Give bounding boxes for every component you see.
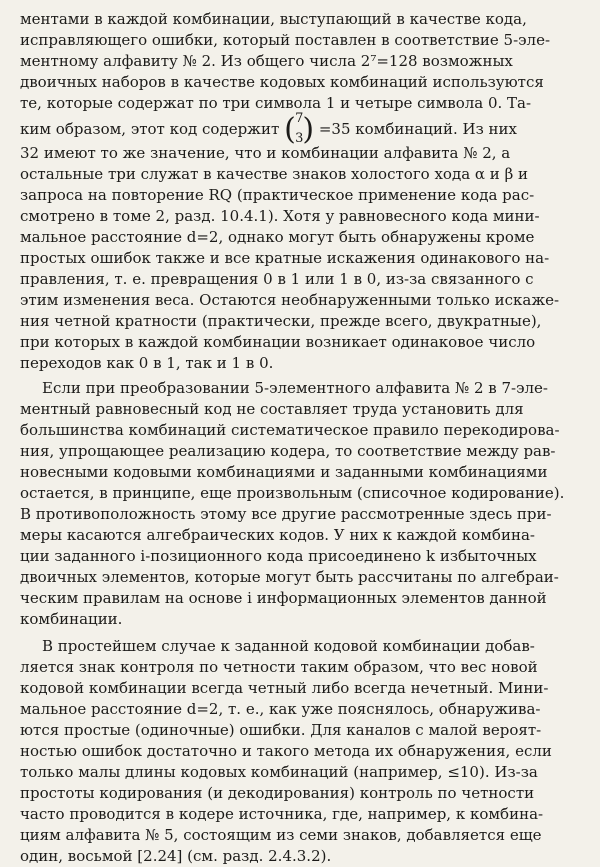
text-line: новесными кодовыми комбинациями и заданными комбинациями [20,463,548,481]
text-line: двоичных элементов, которые могут быть рассчитаны по алгебраи- [20,568,559,586]
text-line: В простейшем случае к заданной кодовой комбинации добав- [42,637,535,655]
text-line: те, которые содержат по три символа 1 и четыре символа 0. Та- [20,94,532,112]
text-line: правления, т. е. превращения 0 в 1 или 1 в 0, из-за связанного с [20,270,534,288]
text-line: исправляющего ошибки, который поставлен в соответствие 5-эле- [20,31,551,49]
text-line: этим изменения веса. Остаются необнаруженными только искаже- [20,291,560,309]
text-line: ментному алфавиту № 2. Из общего числа 2⁷=128 возможных [20,52,513,70]
text-line: остается, в принципе, еще произвольным (списочное кодирование). [20,484,565,502]
right-paren: ) [302,112,315,147]
text-line: мальное расстояние d=2, однако могут быть обнаружены кроме [20,228,535,246]
text-line: простых ошибок также и все кратные искажения одинакового на- [20,249,550,267]
text-line: один, восьмой [2.24] (см. разд. 2.4.3.2). [20,847,332,865]
text-line: 32 имеют то же значение, что и комбинации алфавита № 2, а [20,144,511,162]
binomial-k: 3 [295,131,304,146]
text-line: ции заданного i-позиционного кода присоединено k избыточных [20,547,537,565]
text-line: ментами в каждой комбинации, выступающий в качестве кода, [20,10,527,28]
text-line: В противоположность этому все другие рассмотренные здесь при- [20,505,552,523]
binomial-n: 7 [295,111,304,126]
text-line: двоичных наборов в качестве кодовых комбинаций используются [20,73,544,91]
text-line: только малы длины кодовых комбинаций (например, ≤10). Из-за [20,763,538,781]
text-line: ния, упрощающее реализацию кодера, то соответствие между рав- [20,442,556,460]
left-paren: ( [284,112,296,147]
text-line: Если при преобразовании 5-элементного алфавита № 2 в 7-эле- [42,379,548,397]
text-fragment: =35 комбинаций. Из них [318,120,517,138]
text-line: большинства комбинаций систематическое правило перекодирова- [20,421,560,439]
text-line: ментный равновесный код не составляет труда установить для [20,400,524,418]
text-line: ностью ошибок достаточно и такого метода их обнаружения, если [20,742,552,760]
text-line: при которых в каждой комбинации возникает одинаковое число [20,333,536,351]
text-line: ются простые (одиночные) ошибки. Для каналов с малой вероят- [20,721,542,739]
text-line-with-binomial [0,111,600,147]
text-line: ляется знак контроля по четности таким образом, что вес новой [20,658,538,676]
text-line: ния четной кратности (практически, прежде всего, двукратные), [20,312,542,330]
text-line: переходов как 0 в 1, так и 1 в 0. [20,354,274,372]
text-line: циям алфавита № 5, состоящим из семи знаков, добавляется еще [20,826,542,844]
text-line: мальное расстояние d=2, т. е., как уже пояснялось, обнаружива- [20,700,541,718]
text-line: ческим правилам на основе i информационных элементов данной [20,589,547,607]
binomial-coefficient [284,111,315,147]
text-line: часто проводится в кодере источника, где, например, к комбина- [20,805,544,823]
text-line: комбинации. [20,610,123,628]
text-line: простоты кодирования (и декодирования) контроль по четности [20,784,535,802]
text-line: запроса на повторение RQ (практическое применение кода рас- [20,186,535,204]
text-fragment: ким образом, этот код содержит [20,120,280,138]
text-line: остальные три служат в качестве знаков холостого хода α и β и [20,165,529,183]
text-line: смотрено в томе 2, разд. 10.4.1). Хотя у равновесного кода мини- [20,207,540,225]
text-line: кодовой комбинации всегда четный либо всегда нечетный. Мини- [20,679,549,697]
text-line: меры касаются алгебраических кодов. У них к каждой комбина- [20,526,535,544]
